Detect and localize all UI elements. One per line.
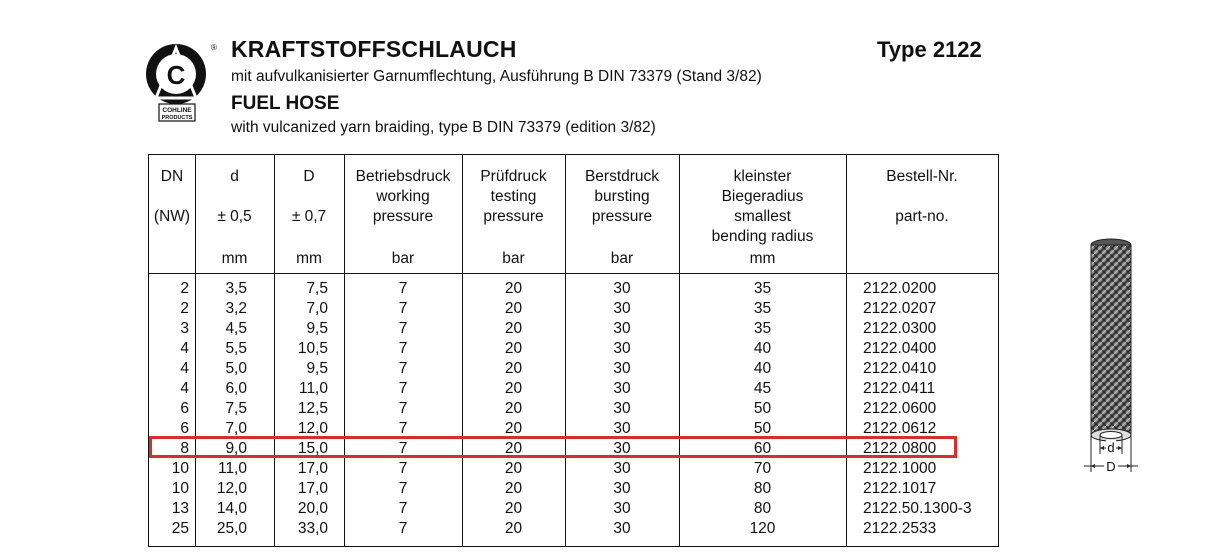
- header-testing-pressure: Prüfdruck testing pressure bar: [480, 168, 547, 267]
- cell-d: 5,0: [225, 360, 247, 377]
- cell-testing-pressure: 20: [504, 500, 523, 517]
- cell-D: 9,5: [306, 320, 328, 337]
- cell-bending-radius: 80: [753, 480, 772, 497]
- cell-dn: 4: [180, 340, 189, 357]
- cell-part-no: 2122.0612: [863, 420, 937, 437]
- svg-text:C: C: [166, 60, 186, 90]
- table-row: [149, 519, 998, 539]
- cell-bursting-pressure: 30: [613, 480, 631, 497]
- cell-d: 12,0: [216, 480, 247, 497]
- cell-working-pressure: 7: [398, 380, 408, 397]
- cell-testing-pressure: 20: [504, 300, 523, 317]
- cell-part-no: 2122.50.1300-3: [863, 500, 972, 517]
- cell-D: 20,0: [297, 500, 328, 517]
- cell-part-no: 2122.2533: [863, 520, 937, 537]
- cell-part-no: 2122.0411: [863, 380, 936, 397]
- cell-part-no: 2122.1000: [863, 460, 937, 477]
- cell-bending-radius: 50: [753, 420, 772, 437]
- cell-bursting-pressure: 30: [613, 340, 631, 357]
- cell-d: 11,0: [217, 460, 247, 477]
- cell-d: 7,5: [225, 400, 247, 417]
- table-row: [149, 379, 998, 399]
- table-row: [149, 359, 998, 379]
- cell-bursting-pressure: 30: [613, 300, 631, 317]
- cell-testing-pressure: 20: [504, 280, 523, 297]
- cell-d: 14,0: [216, 500, 247, 517]
- cell-working-pressure: 7: [398, 320, 408, 337]
- cell-D: 7,5: [306, 280, 328, 297]
- cell-dn: 4: [180, 380, 189, 397]
- cell-d: 7,0: [225, 420, 247, 437]
- cell-testing-pressure: 20: [504, 480, 523, 497]
- cell-bursting-pressure: 30: [613, 360, 631, 377]
- table-row: [149, 279, 998, 299]
- cell-testing-pressure: 20: [504, 400, 523, 417]
- cell-bending-radius: 80: [753, 500, 772, 517]
- cell-part-no: 2122.1017: [863, 480, 937, 497]
- header-working-pressure: Betriebsdruck working pressure bar: [355, 168, 451, 267]
- cell-testing-pressure: 20: [504, 440, 523, 457]
- cell-part-no: 2122.0207: [863, 300, 937, 317]
- header-bursting-pressure: Berstdruck bursting pressure bar: [584, 168, 660, 267]
- cell-bending-radius: 35: [753, 280, 772, 297]
- header-dn: DN (NW): [153, 168, 191, 225]
- cell-testing-pressure: 20: [504, 320, 523, 337]
- table-row: [149, 319, 998, 339]
- cell-d: 5,5: [225, 340, 247, 357]
- subtitle-german: mit aufvulkanisierter Garnumflechtung, Ausführung B DIN 73379 (Stand 3/82): [231, 68, 762, 85]
- cell-D: 12,5: [297, 400, 328, 417]
- cell-dn: 10: [171, 460, 189, 477]
- cell-bending-radius: 120: [749, 520, 776, 537]
- cell-bursting-pressure: 30: [613, 320, 631, 337]
- cell-bending-radius: 60: [753, 440, 772, 457]
- cell-dn: 8: [180, 440, 189, 457]
- subtitle-english: with vulcanized yarn braiding, type B DIN 73379 (edition 3/82): [231, 119, 656, 136]
- cell-working-pressure: 7: [398, 360, 408, 377]
- cell-working-pressure: 7: [398, 500, 408, 517]
- cell-testing-pressure: 20: [504, 420, 523, 437]
- cell-D: 17,0: [297, 460, 328, 477]
- cell-d: 3,5: [225, 280, 247, 297]
- cell-d: 9,0: [225, 440, 247, 457]
- table-row: [149, 479, 998, 499]
- cell-bursting-pressure: 30: [613, 280, 631, 297]
- cell-working-pressure: 7: [398, 520, 408, 537]
- cell-dn: 2: [180, 300, 189, 317]
- cell-bending-radius: 50: [753, 400, 772, 417]
- cell-dn: 13: [171, 500, 189, 517]
- type-label: Type 2122: [877, 37, 982, 62]
- cell-working-pressure: 7: [398, 340, 408, 357]
- cell-bursting-pressure: 30: [613, 400, 631, 417]
- cell-part-no: 2122.0300: [863, 320, 937, 337]
- table-row: [149, 299, 998, 319]
- header-part-no: Bestell-Nr. part-no.: [886, 168, 958, 225]
- table-row: [149, 499, 998, 519]
- hose-illustration: [1080, 232, 1142, 482]
- table-row: [149, 339, 998, 359]
- cell-working-pressure: 7: [398, 300, 408, 317]
- title-english: FUEL HOSE: [231, 93, 340, 114]
- cell-dn: 10: [171, 480, 189, 497]
- highlight-box: [149, 436, 957, 458]
- cell-D: 7,0: [306, 300, 328, 317]
- cell-bursting-pressure: 30: [613, 440, 631, 457]
- cell-part-no: 2122.0600: [863, 400, 937, 417]
- header-bending-radius: kleinster Biegeradius smallest bending radius mm: [711, 168, 814, 267]
- cell-D: 10,5: [297, 340, 328, 357]
- cell-part-no: 2122.0400: [863, 340, 937, 357]
- header-d: d ± 0,5 mm: [217, 168, 252, 267]
- cell-part-no: 2122.0200: [863, 280, 937, 297]
- cell-D: 9,5: [306, 360, 328, 377]
- cell-bursting-pressure: 30: [613, 380, 631, 397]
- cell-D: 33,0: [297, 520, 328, 537]
- label-inner-diameter: d: [1107, 440, 1115, 455]
- label-outer-diameter: D: [1106, 459, 1116, 474]
- cell-bursting-pressure: 30: [613, 460, 631, 477]
- cell-bursting-pressure: 30: [613, 520, 631, 537]
- cell-testing-pressure: 20: [504, 520, 523, 537]
- cell-dn: 4: [180, 360, 189, 377]
- cell-d: 6,0: [225, 380, 247, 397]
- logo-text-bottom: PRODUCTS: [161, 115, 193, 121]
- spec-table: [148, 154, 999, 547]
- cell-working-pressure: 7: [398, 480, 408, 497]
- cell-testing-pressure: 20: [504, 340, 523, 357]
- cell-D: 12,0: [297, 420, 328, 437]
- table-row: [149, 399, 998, 419]
- header-D: D ± 0,7 mm: [291, 168, 327, 267]
- cell-dn: 3: [180, 320, 189, 337]
- registered-mark: ®: [211, 43, 217, 52]
- cell-d: 3,2: [225, 300, 247, 317]
- title-german: KRAFTSTOFFSCHLAUCH: [231, 36, 517, 62]
- logo-text-top: COHLINE: [162, 107, 192, 114]
- cell-dn: 2: [180, 280, 189, 297]
- cell-testing-pressure: 20: [504, 460, 523, 477]
- cell-working-pressure: 7: [398, 460, 408, 477]
- cell-bending-radius: 35: [753, 300, 772, 317]
- cell-working-pressure: 7: [398, 280, 408, 297]
- cell-testing-pressure: 20: [504, 380, 523, 397]
- cell-working-pressure: 7: [398, 400, 408, 417]
- cell-bursting-pressure: 30: [613, 500, 631, 517]
- cell-part-no: 2122.0800: [863, 440, 937, 457]
- cell-d: 25,0: [216, 520, 247, 537]
- cohline-logo: [145, 38, 217, 122]
- cell-bending-radius: 70: [753, 460, 772, 477]
- cell-bending-radius: 40: [753, 340, 772, 357]
- cell-working-pressure: 7: [398, 440, 408, 457]
- cell-dn: 6: [180, 400, 189, 417]
- cell-testing-pressure: 20: [504, 360, 523, 377]
- cell-working-pressure: 7: [398, 420, 408, 437]
- cell-d: 4,5: [225, 320, 247, 337]
- cell-dn: 6: [180, 420, 189, 437]
- cell-bending-radius: 40: [753, 360, 772, 377]
- cell-bursting-pressure: 30: [613, 420, 631, 437]
- cell-D: 17,0: [297, 480, 328, 497]
- cell-D: 15,0: [297, 440, 328, 457]
- table-row: [149, 459, 998, 479]
- cell-bending-radius: 45: [753, 380, 772, 397]
- cell-bending-radius: 35: [753, 320, 772, 337]
- cell-D: 11,0: [298, 380, 328, 397]
- cell-part-no: 2122.0410: [863, 360, 937, 377]
- cell-dn: 25: [171, 520, 189, 537]
